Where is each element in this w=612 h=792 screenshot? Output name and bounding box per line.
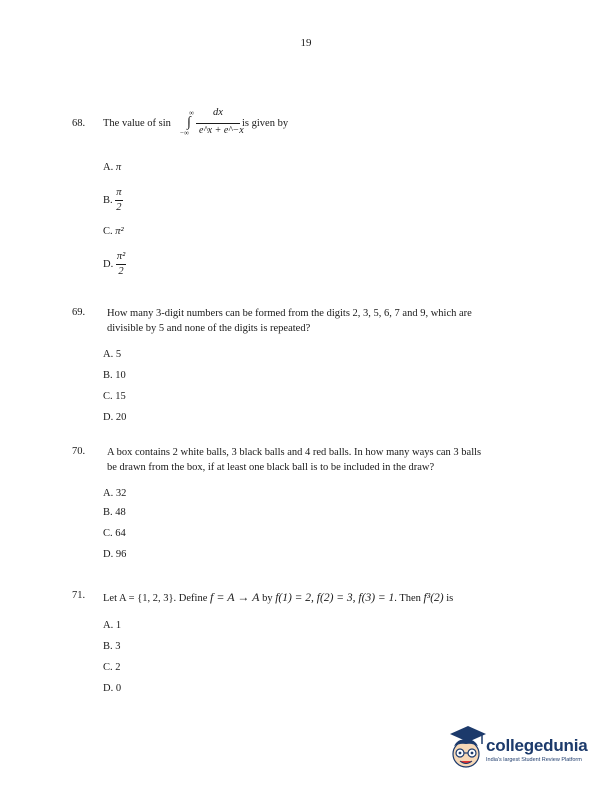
option-a[interactable]: A. 5 — [103, 349, 122, 360]
integral-lower-limit: −∞ — [180, 129, 189, 137]
question-prefix: The value of sin — [103, 118, 171, 129]
option-d[interactable]: D. $\frac{\text{π²}}{2}$ — [103, 251, 126, 277]
collegedunia-logo — [446, 724, 606, 780]
question-text: Let A = {1, 2, 3}. Define f = A → A by f(1) = 2, f(2) = 3, f(3) = 1. Then f³(2) is — [103, 590, 454, 604]
question-number: 68. — [72, 118, 86, 129]
question-number: 70. — [72, 446, 86, 457]
option-b[interactable]: B. $\frac{\pi}{2}$ — [103, 187, 122, 213]
integral-sign: ∫ — [187, 115, 191, 130]
option-a[interactable]: A. 32 — [103, 488, 127, 499]
integrand-numerator: dx — [213, 107, 223, 118]
question-number: 71. — [72, 590, 86, 601]
option-c[interactable]: C. 2 — [103, 662, 121, 673]
question-70 — [72, 446, 542, 478]
option-b[interactable]: B. 3 — [103, 641, 121, 652]
option-d[interactable]: D. 20 — [103, 412, 127, 423]
option-b[interactable]: B. 48 — [103, 507, 126, 518]
question-69 — [72, 307, 542, 339]
mascot-icon — [446, 724, 486, 780]
page-number: 19 — [300, 37, 312, 49]
question-text: A box contains 2 white balls, 3 black balls and 4 red balls. In how many ways can 3 balls be drawn from the box, if at least one black ball is to be included in the draw? — [107, 447, 482, 473]
option-a[interactable]: A. π — [103, 162, 122, 173]
question-suffix: is given by — [242, 118, 289, 129]
integral-upper-limit: ∞ — [189, 109, 194, 117]
brand-tagline: India's largest Student Review Platform — [486, 757, 582, 763]
option-c[interactable]: C. 64 — [103, 528, 126, 539]
option-c[interactable]: C. π² — [103, 226, 124, 237]
option-c[interactable]: C. 15 — [103, 391, 126, 402]
fraction-bar — [196, 123, 240, 124]
option-b[interactable]: B. 10 — [103, 370, 126, 381]
question-68 — [72, 107, 542, 286]
question-71 — [72, 590, 542, 608]
option-d[interactable]: D. 0 — [103, 683, 122, 694]
question-text: How many 3-digit numbers can be formed from the digits 2, 3, 5, 6, 7 and 9, which are divisible by 5 and none of the digits is repeated? — [107, 308, 472, 334]
integrand-denominator: e^x + e^−x — [199, 125, 244, 136]
question-number: 69. — [72, 307, 86, 318]
option-d[interactable]: D. 96 — [103, 549, 127, 560]
option-a[interactable]: A. 1 — [103, 620, 122, 631]
brand-name: collegedunia — [486, 736, 588, 755]
